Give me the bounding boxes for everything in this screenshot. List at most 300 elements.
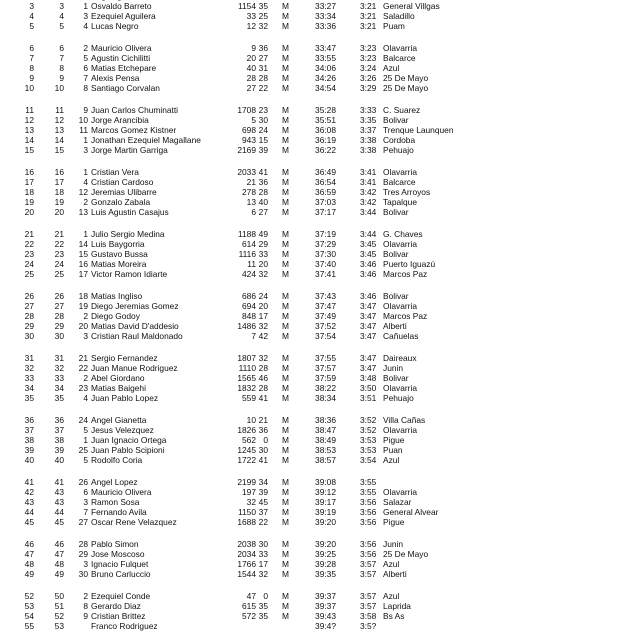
category-position-cell: 2 [83, 310, 88, 321]
sex-cell: M [282, 135, 289, 146]
runner-name-cell: Mauricio Olivera [91, 486, 152, 497]
position-cell: 38 [24, 434, 34, 445]
age-cell: 17 [258, 558, 268, 569]
age-cell: 20 [258, 259, 268, 270]
age-cell: 39 [258, 145, 268, 156]
runner-name-cell: Luis Baygorria [91, 238, 145, 249]
pace-cell: 3:45 [360, 238, 377, 249]
bib-number-cell: 1154 [237, 1, 256, 12]
runner-name-cell: Ezequiel Conde [91, 590, 151, 601]
city-cell: Azul [383, 590, 400, 601]
sex-cell: M [282, 486, 289, 497]
general-position-cell: 28 [54, 310, 64, 321]
general-position-cell: 38 [54, 434, 64, 445]
general-position-cell: 26 [54, 290, 64, 301]
general-position-cell: 43 [54, 486, 64, 497]
category-position-cell: 19 [78, 300, 88, 311]
bib-number-cell: 9 [251, 42, 256, 53]
bib-number-cell: 10 [246, 414, 256, 425]
position-cell: 41 [24, 476, 34, 487]
general-position-cell: 41 [54, 476, 64, 487]
time-cell: 37:29 [315, 238, 336, 249]
age-cell: 32 [258, 21, 268, 32]
runner-name-cell: Diego Godoy [91, 310, 140, 321]
general-position-cell: 53 [54, 620, 64, 631]
bib-number-cell: 33 [246, 11, 256, 22]
pace-cell: 3:58 [360, 610, 377, 621]
city-cell: Olavarria [383, 486, 417, 497]
bib-number-cell: 32 [246, 496, 256, 507]
row-group [0, 0, 634, 31]
table-row [0, 383, 634, 393]
age-cell: 33 [258, 548, 268, 559]
table-row [0, 311, 634, 321]
general-position-cell: 6 [59, 42, 64, 53]
general-position-cell: 15 [54, 145, 64, 156]
position-cell: 25 [24, 269, 34, 280]
category-position-cell: 3 [83, 558, 88, 569]
position-cell: 6 [29, 42, 34, 53]
category-position-cell: 8 [83, 83, 88, 94]
position-cell: 45 [24, 517, 34, 528]
position-cell: 21 [24, 228, 34, 239]
category-position-cell: 27 [78, 517, 88, 528]
category-position-cell: 1 [83, 1, 88, 12]
category-position-cell: 25 [78, 444, 88, 455]
city-cell: Pigue [383, 517, 405, 528]
table-row [0, 549, 634, 559]
sex-cell: M [282, 187, 289, 197]
pace-cell: 3:46 [360, 259, 377, 270]
table-row [0, 393, 634, 403]
runner-name-cell: Julio Sergio Medina [91, 228, 165, 239]
bib-number-cell: 1486 [237, 321, 256, 332]
general-position-cell: 23 [54, 248, 64, 259]
pace-cell: 3:38 [360, 145, 377, 156]
general-position-cell: 20 [54, 207, 64, 218]
time-cell: 37:52 [315, 321, 336, 332]
category-position-cell: 16 [78, 259, 88, 270]
pace-cell: 3:42 [360, 197, 377, 208]
category-position-cell: 18 [78, 290, 88, 301]
category-position-cell: 3 [83, 331, 88, 342]
city-cell: Balcarce [383, 52, 416, 63]
table-row [0, 601, 634, 611]
bib-number-cell: 694 [242, 300, 256, 311]
position-cell: 54 [24, 610, 34, 621]
sex-cell: M [282, 290, 289, 301]
time-cell: 36:22 [315, 145, 336, 156]
category-position-cell: 2 [83, 42, 88, 53]
general-position-cell: 46 [54, 538, 64, 549]
row-group [0, 291, 634, 341]
position-cell: 39 [24, 444, 34, 455]
category-position-cell: 29 [78, 548, 88, 559]
city-cell: G. Chaves [383, 228, 423, 239]
position-cell: 10 [24, 83, 34, 94]
position-cell: 5 [29, 21, 34, 32]
bib-number-cell: 424 [242, 269, 256, 280]
age-cell: 22 [258, 83, 268, 94]
time-cell: 39:28 [315, 558, 336, 569]
category-position-cell: 17 [78, 269, 88, 280]
pace-cell: 3:57 [360, 600, 377, 611]
runner-name-cell: Victor Ramon Idiarte [91, 269, 168, 280]
pace-cell: 3:26 [360, 73, 377, 84]
age-cell: 41 [258, 166, 268, 177]
position-cell: 34 [24, 383, 34, 393]
runner-name-cell: Matias Baigehi [91, 383, 146, 393]
table-row [0, 477, 634, 487]
position-cell: 49 [24, 568, 34, 579]
runner-name-cell: Abel Giordano [91, 372, 145, 383]
pace-cell: 3:56 [360, 506, 377, 517]
pace-cell: 3:5? [360, 620, 377, 631]
pace-cell: 3:50 [360, 383, 377, 393]
bib-number-cell: 1708 [237, 104, 256, 115]
category-position-cell: 4 [83, 21, 88, 32]
category-position-cell: 6 [83, 63, 88, 74]
runner-name-cell: Osvaldo Barreto [91, 1, 152, 12]
age-cell: 24 [258, 290, 268, 301]
general-position-cell: 50 [54, 590, 64, 601]
bib-number-cell: 1150 [237, 506, 256, 517]
general-position-cell: 19 [54, 197, 64, 208]
sex-cell: M [282, 269, 289, 280]
age-cell: 36 [258, 42, 268, 53]
table-row [0, 569, 634, 579]
sex-cell: M [282, 506, 289, 517]
time-cell: 39:37 [315, 600, 336, 611]
city-cell: 25 De Mayo [383, 548, 429, 559]
general-position-cell: 27 [54, 300, 64, 311]
bib-number-cell: 21 [246, 176, 256, 187]
general-position-cell: 48 [54, 558, 64, 569]
sex-cell: M [282, 11, 289, 22]
age-cell: 31 [258, 63, 268, 74]
position-cell: 46 [24, 538, 34, 549]
table-row [0, 125, 634, 135]
position-cell: 11 [25, 104, 34, 115]
runner-name-cell: Matias David D'addesio [91, 321, 179, 332]
time-cell: 38:49 [315, 434, 336, 445]
bib-number-cell: 278 [242, 187, 256, 197]
time-cell: 34:26 [315, 73, 336, 84]
bib-number-cell: 13 [246, 197, 256, 208]
general-position-cell: 44 [54, 506, 64, 517]
sex-cell: M [282, 600, 289, 611]
city-cell: Bolivar [383, 114, 409, 125]
general-position-cell: 22 [54, 238, 64, 249]
age-cell: 45 [258, 496, 268, 507]
age-cell: 27 [258, 52, 268, 63]
general-position-cell: 11 [55, 104, 64, 115]
position-cell: 20 [24, 207, 34, 218]
age-cell: 37 [258, 506, 268, 517]
sex-cell: M [282, 176, 289, 187]
category-position-cell: 11 [79, 125, 88, 136]
table-row [0, 425, 634, 435]
sex-cell: M [282, 63, 289, 74]
pace-cell: 3:47 [360, 362, 377, 373]
bib-number-cell: 1565 [237, 372, 256, 383]
age-cell: 28 [258, 73, 268, 84]
time-cell: 33:34 [315, 11, 336, 22]
runner-name-cell: Pablo Simon [91, 538, 139, 549]
sex-cell: M [282, 424, 289, 435]
category-position-cell: 1 [83, 228, 88, 239]
bib-number-cell: 562 [242, 434, 256, 445]
city-cell: Bolivar [383, 290, 409, 301]
city-cell: Azul [383, 558, 400, 569]
position-cell: 4 [29, 11, 34, 22]
time-cell: 37:57 [315, 362, 336, 373]
general-position-cell: 29 [54, 321, 64, 332]
general-position-cell: 14 [54, 135, 64, 146]
general-position-cell: 25 [54, 269, 64, 280]
city-cell: Tres Arroyos [383, 187, 431, 197]
position-cell: 29 [24, 321, 34, 332]
sex-cell: M [282, 321, 289, 332]
sex-cell: M [282, 393, 289, 404]
city-cell: 25 De Mayo [383, 73, 429, 84]
category-position-cell: 12 [78, 187, 88, 197]
runner-name-cell: Angel Lopez [91, 476, 138, 487]
sex-cell: M [282, 125, 289, 136]
pace-cell: 3:56 [360, 548, 377, 559]
category-position-cell: 5 [83, 52, 88, 63]
category-position-cell: 15 [78, 248, 88, 259]
general-position-cell: 12 [54, 114, 64, 125]
time-cell: 39:37 [315, 590, 336, 601]
runner-name-cell: Jonathan Ezequiel Magallane [91, 135, 201, 146]
table-row [0, 197, 634, 207]
runner-name-cell: Ezequiel Aguilera [91, 11, 156, 22]
general-position-cell: 49 [54, 568, 64, 579]
row-group [0, 105, 634, 155]
category-position-cell: 28 [78, 538, 88, 549]
runner-name-cell: Angel Gianetta [91, 414, 147, 425]
position-cell: 14 [24, 135, 34, 146]
general-position-cell: 52 [54, 610, 64, 621]
age-cell: 34 [258, 476, 268, 487]
bib-number-cell: 686 [242, 290, 256, 301]
sex-cell: M [282, 52, 289, 63]
sex-cell: M [282, 42, 289, 53]
city-cell: Laprida [383, 600, 411, 611]
bib-number-cell: 1188 [237, 228, 256, 239]
category-position-cell: 2 [83, 197, 88, 208]
general-position-cell: 34 [54, 383, 64, 393]
runner-name-cell: Agustin Cichilitti [91, 52, 151, 63]
runner-name-cell: Gerardo Diaz [91, 600, 141, 611]
runner-name-cell: Gonzalo Zabala [91, 197, 151, 208]
pace-cell: 3:29 [360, 83, 377, 94]
bib-number-cell: 40 [246, 63, 256, 74]
pace-cell: 3:56 [360, 496, 377, 507]
position-cell: 55 [24, 620, 34, 631]
row-group [0, 539, 634, 579]
age-cell: 35 [258, 1, 268, 12]
runner-name-cell: Jorge Martin Garriga [91, 145, 168, 156]
table-row [0, 249, 634, 259]
sex-cell: M [282, 73, 289, 84]
pace-cell: 3:24 [360, 63, 377, 74]
table-row [0, 611, 634, 621]
runner-name-cell: Ramon Sosa [91, 496, 140, 507]
age-cell: 0 [263, 434, 268, 445]
age-cell: 28 [258, 383, 268, 393]
time-cell: 38:47 [315, 424, 336, 435]
city-cell: Junin [383, 362, 404, 373]
position-cell: 28 [24, 310, 34, 321]
category-position-cell: 20 [78, 321, 88, 332]
runner-name-cell: Franco Rodriguez [91, 620, 158, 631]
pace-cell: 3:53 [360, 444, 377, 455]
table-row [0, 177, 634, 187]
category-position-cell: 23 [78, 383, 88, 393]
table-row [0, 415, 634, 425]
bib-number-cell: 943 [242, 135, 256, 146]
category-position-cell: 24 [78, 414, 88, 425]
time-cell: 36:49 [315, 166, 336, 177]
bib-number-cell: 1807 [237, 352, 256, 363]
table-row [0, 207, 634, 217]
time-cell: 37:17 [315, 207, 336, 218]
pace-cell: 3:47 [360, 331, 377, 342]
position-cell: 8 [29, 63, 34, 74]
time-cell: 36:08 [315, 125, 336, 136]
position-cell: 13 [24, 125, 34, 136]
time-cell: 35:51 [315, 114, 336, 125]
position-cell: 19 [24, 197, 34, 208]
city-cell: Bs As [383, 610, 405, 621]
general-position-cell: 36 [54, 414, 64, 425]
table-row [0, 269, 634, 279]
sex-cell: M [282, 114, 289, 125]
position-cell: 32 [24, 362, 34, 373]
general-position-cell: 39 [54, 444, 64, 455]
bib-number-cell: 7 [251, 331, 256, 342]
sex-cell: M [282, 228, 289, 239]
category-position-cell: 3 [83, 496, 88, 507]
runner-name-cell: Alexis Pensa [91, 73, 140, 84]
category-position-cell: 3 [83, 145, 88, 156]
table-row [0, 301, 634, 311]
table-row [0, 291, 634, 301]
row-group [0, 167, 634, 217]
time-cell: 37:40 [315, 259, 336, 270]
city-cell: Trenque Launquen [383, 125, 454, 136]
city-cell: Alberti [383, 321, 407, 332]
general-position-cell: 8 [59, 63, 64, 74]
city-cell: Pigue [383, 434, 405, 445]
table-row [0, 331, 634, 341]
time-cell: 37:30 [315, 248, 336, 259]
age-cell: 28 [258, 362, 268, 373]
runner-name-cell: Cristian Raul Maldonado [91, 331, 183, 342]
age-cell: 36 [258, 424, 268, 435]
bib-number-cell: 197 [242, 486, 256, 497]
general-position-cell: 16 [54, 166, 64, 177]
table-row [0, 11, 634, 21]
position-cell: 17 [24, 176, 34, 187]
pace-cell: 3:57 [360, 590, 377, 601]
runner-name-cell: Oscar Rene Velazquez [91, 517, 177, 528]
age-cell: 41 [258, 393, 268, 404]
runner-name-cell: Jesus Velezquez [91, 424, 154, 435]
table-row [0, 353, 634, 363]
position-cell: 37 [24, 424, 34, 435]
category-position-cell: 7 [83, 506, 88, 517]
pace-cell: 3:52 [360, 414, 377, 425]
bib-number-cell: 28 [246, 73, 256, 84]
pace-cell: 3:44 [360, 207, 377, 218]
city-cell: Tapalque [383, 197, 417, 208]
runner-name-cell: Bruno Carluccio [91, 568, 151, 579]
table-row [0, 187, 634, 197]
sex-cell: M [282, 83, 289, 94]
age-cell: 24 [258, 125, 268, 136]
time-cell: 39:08 [315, 476, 336, 487]
age-cell: 30 [258, 538, 268, 549]
position-cell: 44 [24, 506, 34, 517]
city-cell: Junin [383, 538, 404, 549]
bib-number-cell: 1110 [238, 362, 256, 373]
runner-name-cell: Cristian Vera [91, 166, 139, 177]
pace-cell: 3:47 [360, 300, 377, 311]
sex-cell: M [282, 558, 289, 569]
category-position-cell: 4 [83, 393, 88, 404]
age-cell: 36 [258, 176, 268, 187]
category-position-cell: 1 [83, 135, 88, 146]
table-row [0, 539, 634, 549]
runner-name-cell: Santiago Corvalan [91, 83, 160, 94]
city-cell: 25 De Mayo [383, 83, 429, 94]
category-position-cell: 3 [83, 11, 88, 22]
city-cell: Balcarce [383, 176, 416, 187]
sex-cell: M [282, 248, 289, 259]
time-cell: 39:20 [315, 517, 336, 528]
bib-number-cell: 2199 [237, 476, 256, 487]
category-position-cell: 4 [83, 176, 88, 187]
sex-cell: M [282, 104, 289, 115]
bib-number-cell: 12 [246, 21, 256, 32]
runner-name-cell: Matias Ingliso [91, 290, 143, 301]
runner-name-cell: Jose Moscoso [91, 548, 145, 559]
table-row [0, 43, 634, 53]
city-cell: Puam [383, 21, 405, 32]
general-position-cell: 33 [54, 372, 64, 383]
position-cell: 9 [29, 73, 34, 84]
pace-cell: 3:46 [360, 290, 377, 301]
general-position-cell: 9 [59, 73, 64, 84]
sex-cell: M [282, 207, 289, 218]
time-cell: 39:19 [315, 506, 336, 517]
position-cell: 47 [24, 548, 34, 559]
bib-number-cell: 698 [242, 125, 256, 136]
sex-cell: M [282, 496, 289, 507]
pace-cell: 3:23 [360, 42, 377, 53]
pace-cell: 3:41 [360, 166, 377, 177]
category-position-cell: 13 [78, 207, 88, 218]
time-cell: 35:28 [315, 104, 336, 115]
general-position-cell: 24 [54, 259, 64, 270]
city-cell: Azul [383, 455, 400, 466]
pace-cell: 3:55 [360, 486, 377, 497]
time-cell: 37:41 [315, 269, 336, 280]
sex-cell: M [282, 568, 289, 579]
